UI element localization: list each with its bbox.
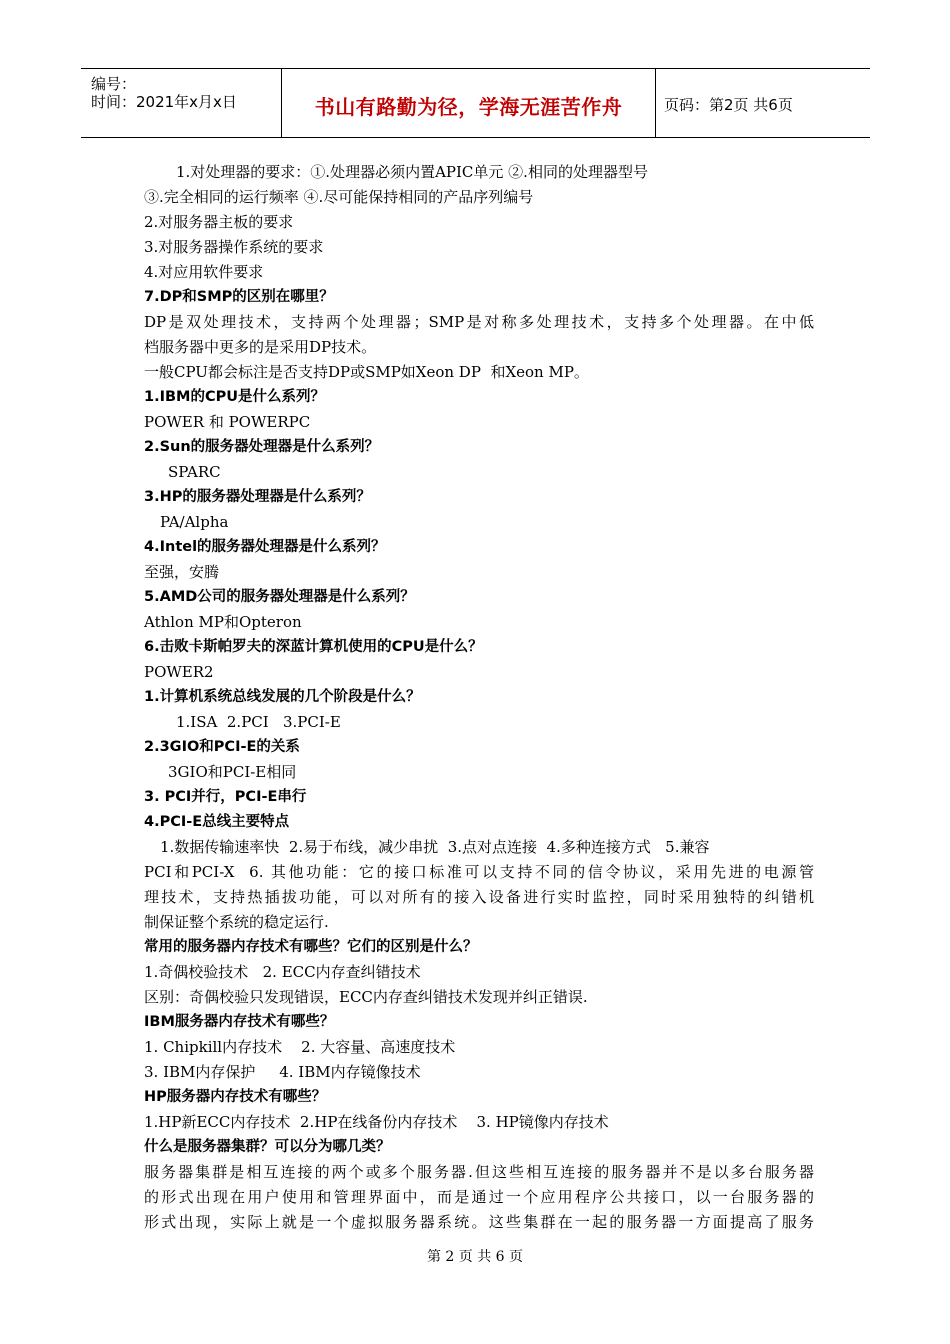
question-heading: 1.IBM的CPU是什么系列？ bbox=[144, 389, 326, 405]
question-heading: 3. PCI并行，PCI-E串行 bbox=[144, 789, 307, 805]
question-heading: 什么是服务器集群？可以分为哪几类？ bbox=[144, 1139, 391, 1155]
body-text-line: 区别：奇偶校验只发现错误，ECC内存查纠错技术发现并纠正错误. bbox=[144, 988, 588, 1006]
body-text-line: 3. IBM内存保护 4. IBM内存镜像技术 bbox=[144, 1063, 421, 1081]
page-header bbox=[81, 68, 870, 138]
question-heading: 4.PCI-E总线主要特点 bbox=[144, 814, 290, 830]
question-heading: 常用的服务器内存技术有哪些？它们的区别是什么？ bbox=[144, 939, 478, 955]
body-text-line: 理技术，支持热插拔功能，可以对所有的接入设备进行实时监控，同时采用独特的纠错机 bbox=[144, 888, 814, 906]
body-text-line: 1.HP新ECC内存技术 2.HP在线备份内存技术 3. HP镜像内存技术 bbox=[144, 1113, 609, 1131]
body-text-line: ③.完全相同的运行频率 ④.尽可能保持相同的产品序列编号 bbox=[144, 188, 534, 206]
body-text-line: DP是双处理技术，支持两个处理器；SMP是对称多处理技术，支持多个处理器。在中低 bbox=[144, 313, 814, 331]
body-text-line: 3GIO和PCI-E相同 bbox=[168, 763, 297, 781]
body-text-line: 的形式出现在用户使用和管理界面中，而是通过一个应用程序公共接口，以一台服务器的 bbox=[144, 1188, 814, 1206]
question-heading: 5.AMD公司的服务器处理器是什么系列？ bbox=[144, 589, 415, 605]
body-text-line: 至强，安腾 bbox=[144, 563, 220, 581]
question-heading: 2.3GIO和PCI-E的关系 bbox=[144, 739, 300, 755]
question-heading: 6.击败卡斯帕罗夫的深蓝计算机使用的CPU是什么？ bbox=[144, 639, 483, 655]
body-text-line: 档服务器中更多的是采用DP技术。 bbox=[144, 338, 377, 356]
document-date-label: 时间：2021年x月x日 bbox=[91, 93, 237, 111]
body-text-line: 1.数据传输速率快 2.易于布线，减少串扰 3.点对点连接 4.多种连接方式 5.兼容 bbox=[160, 838, 710, 856]
body-text-line: 2.对服务器主板的要求 bbox=[144, 213, 294, 231]
body-text-line: 制保证整个系统的稳定运行. bbox=[144, 913, 329, 931]
question-heading: 1.计算机系统总线发展的几个阶段是什么？ bbox=[144, 689, 421, 705]
body-text-line: 形式出现，实际上就是一个虚拟服务器系统。这些集群在一起的服务器一方面提高了服务 bbox=[144, 1213, 814, 1231]
body-text-line: 1.ISA 2.PCI 3.PCI-E bbox=[176, 713, 341, 731]
question-heading: 7.DP和SMP的区别在哪里？ bbox=[144, 289, 334, 305]
body-text-line: POWER 和 POWERPC bbox=[144, 413, 311, 431]
body-text-line: 1.奇偶校验技术 2. ECC内存查纠错技术 bbox=[144, 963, 421, 981]
header-left-cell bbox=[81, 69, 281, 137]
body-text-line: 服务器集群是相互连接的两个或多个服务器.但这些相互连接的服务器并不是以多台服务器 bbox=[144, 1163, 814, 1181]
header-motto-cell bbox=[281, 69, 656, 137]
body-text-line: SPARC bbox=[168, 463, 221, 481]
document-body bbox=[144, 160, 814, 1235]
question-heading: IBM服务器内存技术有哪些？ bbox=[144, 1014, 335, 1030]
body-text-line: 1.对处理器的要求：①.处理器必须内置APIC单元 ②.相同的处理器型号 bbox=[176, 163, 648, 181]
page-footer: 第 2 页 共 6 页 bbox=[426, 1249, 524, 1265]
body-text-line: POWER2 bbox=[144, 663, 214, 681]
question-heading: 4.Intel的服务器处理器是什么系列？ bbox=[144, 539, 386, 555]
header-right-cell bbox=[654, 69, 870, 137]
body-text-line: PA/Alpha bbox=[160, 513, 229, 531]
question-heading: 3.HP的服务器处理器是什么系列？ bbox=[144, 489, 371, 505]
body-text-line: 1. Chipkill内存技术 2. 大容量、高速度技术 bbox=[144, 1038, 456, 1056]
body-text-line: 4.对应用软件要求 bbox=[144, 263, 264, 281]
header-motto: 书山有路勤为径，学海无涯苦作舟 bbox=[314, 95, 623, 119]
body-text-line: Athlon MP和Opteron bbox=[144, 613, 302, 631]
question-heading: HP服务器内存技术有哪些？ bbox=[144, 1089, 327, 1105]
body-text-line: 一般CPU都会标注是否支持DP或SMP如Xeon DP 和Xeon MP。 bbox=[144, 363, 589, 381]
document-number-label: 编号： bbox=[91, 75, 137, 93]
body-text-line: PCI和PCI-X 6. 其他功能：它的接口标准可以支持不同的信令协议，采用先进的电源管 bbox=[144, 863, 814, 881]
header-page-info: 页码：第2页 共6页 bbox=[664, 96, 793, 114]
question-heading: 2.Sun的服务器处理器是什么系列？ bbox=[144, 439, 380, 455]
body-text-line: 3.对服务器操作系统的要求 bbox=[144, 238, 324, 256]
